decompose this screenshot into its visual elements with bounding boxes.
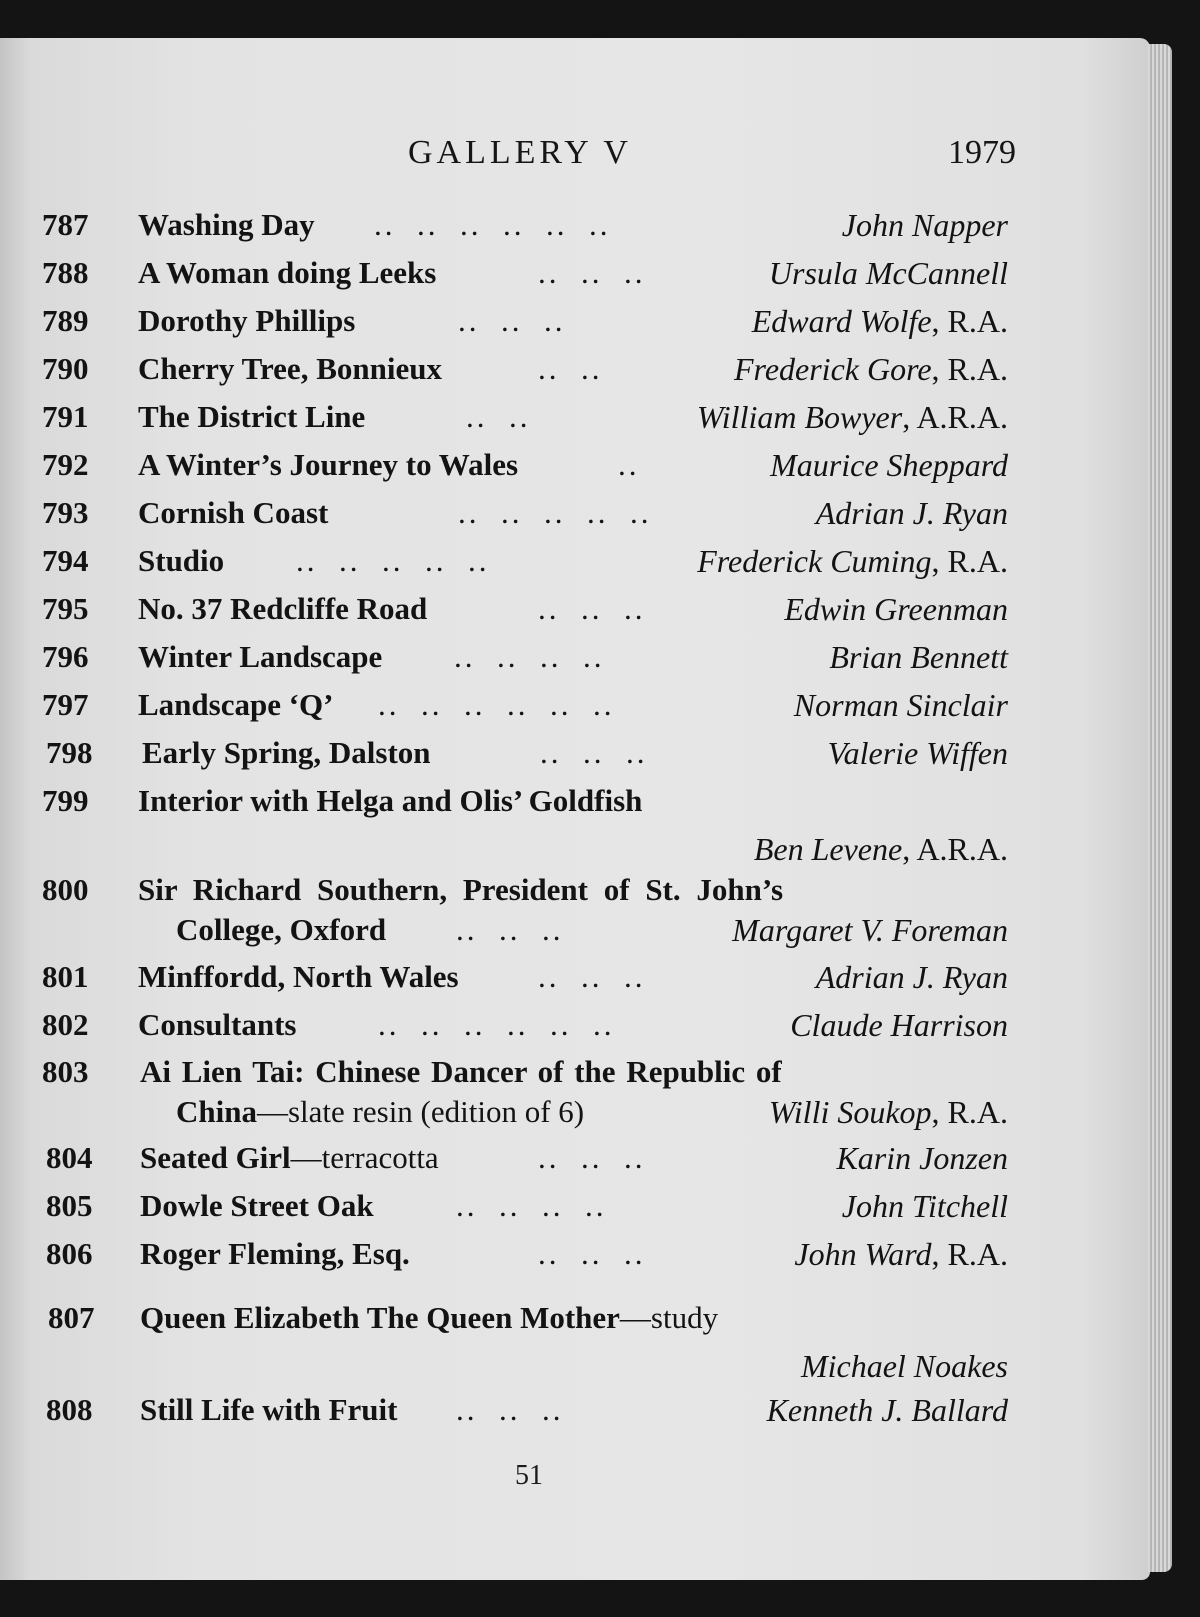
- catalogue-entry: [0, 1234, 1150, 1282]
- dot-leader: .. .. .. ..: [456, 1188, 607, 1223]
- title-bold-part: China: [176, 1094, 257, 1129]
- artist-name: Ursula McCannell: [768, 255, 1008, 291]
- entry-number: 787: [42, 207, 89, 242]
- catalogue-entry: [0, 205, 1150, 253]
- catalogue-entry: [0, 1298, 1150, 1388]
- entry-artist: [697, 397, 1008, 437]
- dot-leader: .. .. ..: [540, 735, 648, 770]
- entry-title: Interior with Helga and Olis’ Goldfish: [138, 783, 643, 818]
- entry-artist: [842, 1186, 1008, 1226]
- artist-name: Frederick Cuming: [697, 543, 932, 579]
- dot-leader: .. .. .. ..: [454, 639, 605, 674]
- entry-title: A Winter’s Journey to Wales: [138, 447, 519, 482]
- entry-number: 795: [42, 591, 89, 626]
- entry-artist: [790, 1005, 1008, 1045]
- page-header: [0, 134, 1150, 184]
- entry-title: Studio: [138, 543, 225, 578]
- entry-artist: [770, 445, 1008, 485]
- entry-number: 804: [46, 1140, 93, 1175]
- entry-title: Still Life with Fruit: [140, 1392, 398, 1427]
- artist-suffix: , R.A.: [931, 1236, 1008, 1272]
- entry-artist: [754, 829, 1008, 869]
- entry-artist: [816, 957, 1008, 997]
- entry-artist: [767, 1390, 1008, 1430]
- artist-name: Adrian J. Ryan: [815, 495, 1008, 531]
- entry-title: The District Line: [138, 399, 366, 434]
- entry-number: 798: [46, 735, 93, 770]
- medium-note: —study: [619, 1300, 719, 1335]
- entry-artist: [752, 301, 1008, 341]
- catalogue-entry: [0, 253, 1150, 301]
- artist-name: Michael Noakes: [800, 1348, 1008, 1384]
- entry-number: 803: [42, 1054, 89, 1089]
- gallery-title: GALLERY V: [408, 134, 632, 171]
- artist-name: Edward Wolfe: [751, 303, 932, 339]
- artist-name: Karin Jonzen: [836, 1140, 1008, 1176]
- dot-leader: .. .. .. .. .. ..: [378, 1007, 615, 1042]
- title-bold-part: Roger Fleming, Esq.: [140, 1236, 410, 1271]
- entry-artist: [794, 1234, 1008, 1274]
- artist-suffix: , R.A.: [931, 351, 1008, 387]
- entry-number: 800: [42, 872, 89, 907]
- entry-title: No. 37 Redcliffe Road: [138, 591, 428, 626]
- entry-title: Washing Day: [138, 207, 315, 242]
- entry-number: 791: [42, 399, 89, 434]
- entry-artist: [734, 349, 1008, 389]
- dot-leader: ..: [618, 447, 640, 482]
- entry-artist: [794, 685, 1008, 725]
- catalogue-entry: [0, 781, 1150, 871]
- entry-number: 801: [42, 959, 89, 994]
- artist-name: Ben Levene: [753, 831, 903, 867]
- entry-title-continued: [176, 1092, 584, 1132]
- catalogue-entry: [0, 1186, 1150, 1234]
- entry-number: 792: [42, 447, 89, 482]
- catalogue-entry: [0, 445, 1150, 493]
- title-bold-part: Seated Girl: [140, 1140, 291, 1175]
- dot-leader: .. .. .. .. .. ..: [374, 207, 611, 242]
- dot-leader: .. .. ..: [538, 1236, 646, 1271]
- dot-leader: .. .. ..: [458, 303, 566, 338]
- entry-artist: [732, 910, 1008, 950]
- entry-number: 790: [42, 351, 89, 386]
- artist-name: Brian Bennett: [829, 639, 1008, 675]
- entry-title: Minffordd, North Wales: [138, 959, 459, 994]
- artist-name: Maurice Sheppard: [770, 447, 1008, 483]
- artist-name: Adrian J. Ryan: [815, 959, 1008, 995]
- entry-title: [140, 1186, 374, 1226]
- dot-leader: .. .. .. .. .. ..: [378, 687, 615, 722]
- entry-number: 805: [46, 1188, 93, 1223]
- entry-artist: [697, 541, 1008, 581]
- dot-leader: .. .. ..: [456, 912, 564, 947]
- dot-leader: .. .. ..: [456, 1392, 564, 1427]
- catalogue-entry: [0, 541, 1150, 589]
- title-bold-part: Queen Elizabeth The Queen Mother: [140, 1300, 620, 1335]
- entry-number: 788: [42, 255, 89, 290]
- medium-note: —terracotta: [290, 1140, 439, 1175]
- entry-number: 799: [42, 783, 89, 818]
- entry-title: [140, 1298, 718, 1338]
- entry-title: Sir Richard Southern, President of St. John’s: [138, 872, 784, 907]
- entry-artist: [842, 205, 1008, 245]
- artist-name: Willi Soukop: [768, 1094, 932, 1130]
- artist-name: John Titchell: [841, 1188, 1008, 1224]
- catalogue-entry: [0, 397, 1150, 445]
- entry-title: [140, 1234, 410, 1274]
- entry-title: Winter Landscape: [138, 639, 383, 674]
- catalogue-entry: [0, 589, 1150, 637]
- artist-name: Claude Harrison: [790, 1007, 1008, 1043]
- title-bold-part: Dowle Street Oak: [140, 1188, 374, 1223]
- catalogue-entry: [0, 637, 1150, 685]
- catalogue-entry: [0, 733, 1150, 781]
- entry-title: Dorothy Phillips: [138, 303, 356, 338]
- catalogue-entry: [0, 1052, 1150, 1142]
- entry-number: 794: [42, 543, 89, 578]
- artist-name: John Ward: [794, 1236, 932, 1272]
- catalogue-entry: [0, 301, 1150, 349]
- artist-suffix: , A.R.A.: [902, 399, 1008, 435]
- artist-name: Kenneth J. Ballard: [766, 1392, 1008, 1428]
- catalogue-entry: [0, 1005, 1150, 1053]
- medium-note: —slate resin (edition of 6): [256, 1094, 585, 1129]
- dot-leader: .. ..: [466, 399, 531, 434]
- catalogue-entry: [0, 349, 1150, 397]
- page-edges: [1148, 44, 1172, 1572]
- entry-artist: [769, 253, 1008, 293]
- artist-name: Norman Sinclair: [793, 687, 1008, 723]
- entry-title: [140, 1138, 439, 1178]
- dot-leader: .. .. .. .. ..: [296, 543, 490, 578]
- entry-artist: [816, 493, 1008, 533]
- dot-leader: .. .. ..: [538, 255, 646, 290]
- entry-title: Cornish Coast: [138, 495, 329, 530]
- entry-number: 802: [42, 1007, 89, 1042]
- catalogue-entry: [0, 685, 1150, 733]
- entry-artist: [828, 733, 1008, 773]
- artist-suffix: , R.A.: [931, 1094, 1008, 1130]
- entry-title: Consultants: [138, 1007, 297, 1042]
- artist-name: Frederick Gore: [734, 351, 932, 387]
- dot-leader: .. ..: [538, 351, 603, 386]
- entry-artist: [836, 1138, 1008, 1178]
- entry-artist: [769, 1092, 1008, 1132]
- entry-title: Landscape ‘Q’: [138, 687, 334, 722]
- catalogue-entry: [0, 493, 1150, 541]
- entry-number: 808: [46, 1392, 93, 1427]
- entry-number: 793: [42, 495, 89, 530]
- entry-title: Ai Lien Tai: Chinese Dancer of the Republic of: [140, 1054, 782, 1089]
- dot-leader: .. .. ..: [538, 959, 646, 994]
- entry-number: 796: [42, 639, 89, 674]
- entry-title-continued: College, Oxford: [176, 912, 387, 947]
- entry-artist: [829, 637, 1008, 677]
- artist-name: Valerie Wiffen: [827, 735, 1008, 771]
- artist-suffix: , A.R.A.: [902, 831, 1008, 867]
- entry-title: Cherry Tree, Bonnieux: [138, 351, 442, 386]
- artist-name: Margaret V. Foreman: [732, 912, 1008, 948]
- entry-number: 797: [42, 687, 89, 722]
- catalogue-year: 1979: [948, 134, 1016, 171]
- dot-leader: .. .. .. .. ..: [458, 495, 652, 530]
- catalogue-entry: [0, 957, 1150, 1005]
- artist-name: William Bowyer: [696, 399, 903, 435]
- catalogue-entry: [0, 1138, 1150, 1186]
- artist-name: John Napper: [841, 207, 1008, 243]
- entry-artist: [801, 1346, 1008, 1386]
- artist-suffix: , R.A.: [931, 303, 1008, 339]
- entry-number: 789: [42, 303, 89, 338]
- entry-title: A Woman doing Leeks: [138, 255, 437, 290]
- dot-leader: .. .. ..: [538, 1140, 646, 1175]
- catalogue-entry: [0, 870, 1150, 960]
- catalogue-entry: [0, 1390, 1150, 1438]
- dot-leader: .. .. ..: [538, 591, 646, 626]
- entry-artist: [784, 589, 1008, 629]
- entry-number: 807: [48, 1300, 95, 1335]
- artist-suffix: , R.A.: [931, 543, 1008, 579]
- entry-number: 806: [46, 1236, 93, 1271]
- artist-name: Edwin Greenman: [784, 591, 1008, 627]
- page-number: 51: [515, 1460, 543, 1491]
- entry-title: Early Spring, Dalston: [142, 735, 431, 770]
